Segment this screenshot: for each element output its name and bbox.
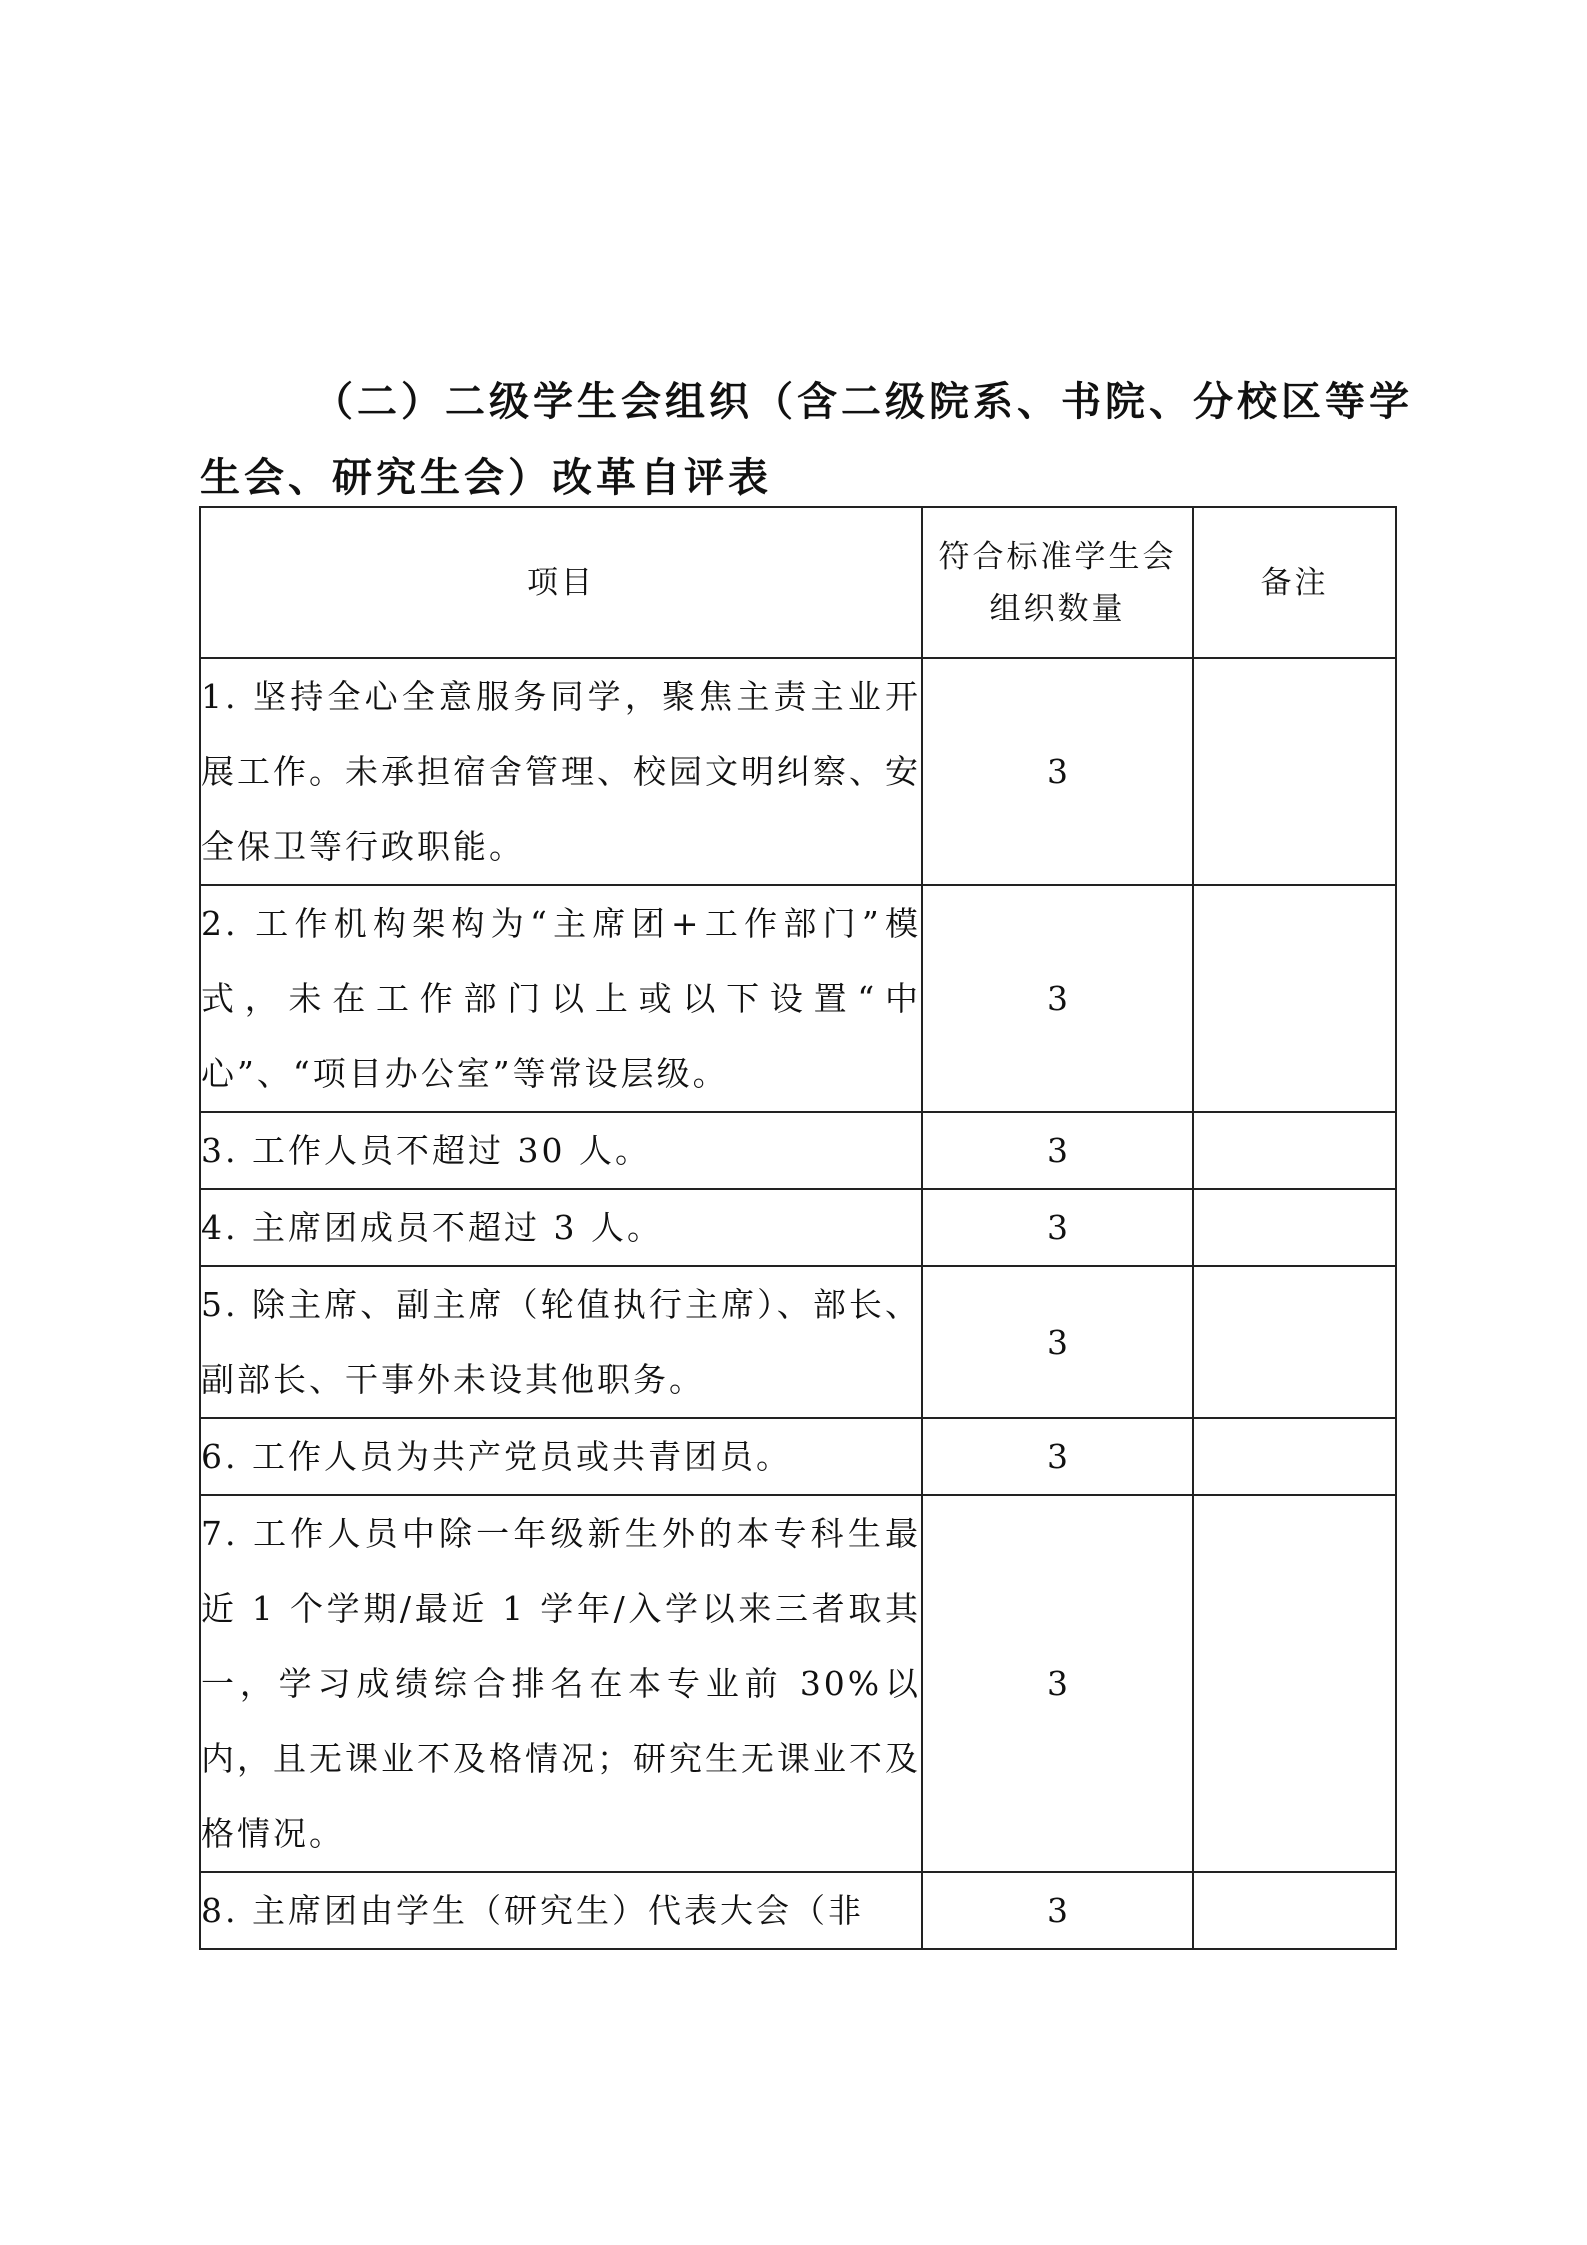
row-note	[1193, 1112, 1396, 1189]
row-count: 3	[922, 658, 1193, 885]
row-count: 3	[922, 1418, 1193, 1495]
section-heading	[200, 364, 1413, 516]
row-count: 3	[922, 885, 1193, 1112]
self-evaluation-table	[199, 506, 1397, 1950]
row-count: 3	[922, 1495, 1193, 1872]
heading-line-1: （二）二级学生会组织（含二级院系、书院、分校区等学	[313, 378, 1413, 425]
header-count: 符合标准学生会组织数量	[922, 507, 1193, 658]
table-row	[200, 885, 1396, 1112]
row-item-text: 1. 坚持全心全意服务同学，聚焦主责主业开展工作。未承担宿舍管理、校园文明纠察、安全保卫等行政职能。	[200, 658, 922, 885]
table-row	[200, 658, 1396, 885]
row-item-text: 4. 主席团成员不超过 3 人。	[200, 1189, 922, 1266]
table-row	[200, 1189, 1396, 1266]
row-item-text: 3. 工作人员不超过 30 人。	[200, 1112, 922, 1189]
row-count: 3	[922, 1189, 1193, 1266]
table-row	[200, 1418, 1396, 1495]
row-item-text: 8. 主席团由学生（研究生）代表大会（非	[200, 1872, 922, 1949]
table-row	[200, 1872, 1396, 1949]
row-note	[1193, 1872, 1396, 1949]
row-item-text: 5. 除主席、副主席（轮值执行主席）、部长、副部长、干事外未设其他职务。	[200, 1266, 922, 1418]
row-note	[1193, 1495, 1396, 1872]
row-item-text: 7. 工作人员中除一年级新生外的本专科生最近 1 个学期/最近 1 学年/入学以来三者取其一，学习成绩综合排名在本专业前 30%以内，且无课业不及格情况；研究生无课业不及格情况。	[200, 1495, 922, 1872]
table-row	[200, 1495, 1396, 1872]
row-note	[1193, 885, 1396, 1112]
row-note	[1193, 658, 1396, 885]
table-row	[200, 1266, 1396, 1418]
row-count: 3	[922, 1112, 1193, 1189]
row-note	[1193, 1418, 1396, 1495]
row-count: 3	[922, 1872, 1193, 1949]
header-item: 项目	[200, 507, 922, 658]
row-count: 3	[922, 1266, 1193, 1418]
row-note	[1193, 1266, 1396, 1418]
heading-line-2: 生会、研究生会）改革自评表	[200, 454, 772, 501]
row-note	[1193, 1189, 1396, 1266]
table-header-row	[200, 507, 1396, 658]
row-item-text: 2. 工作机构架构为“主席团+工作部门”模式，未在工作部门以上或以下设置“中心”、“项目办公室”等常设层级。	[200, 885, 922, 1112]
table-row	[200, 1112, 1396, 1189]
row-item-text: 6. 工作人员为共产党员或共青团员。	[200, 1418, 922, 1495]
header-note: 备注	[1193, 507, 1396, 658]
